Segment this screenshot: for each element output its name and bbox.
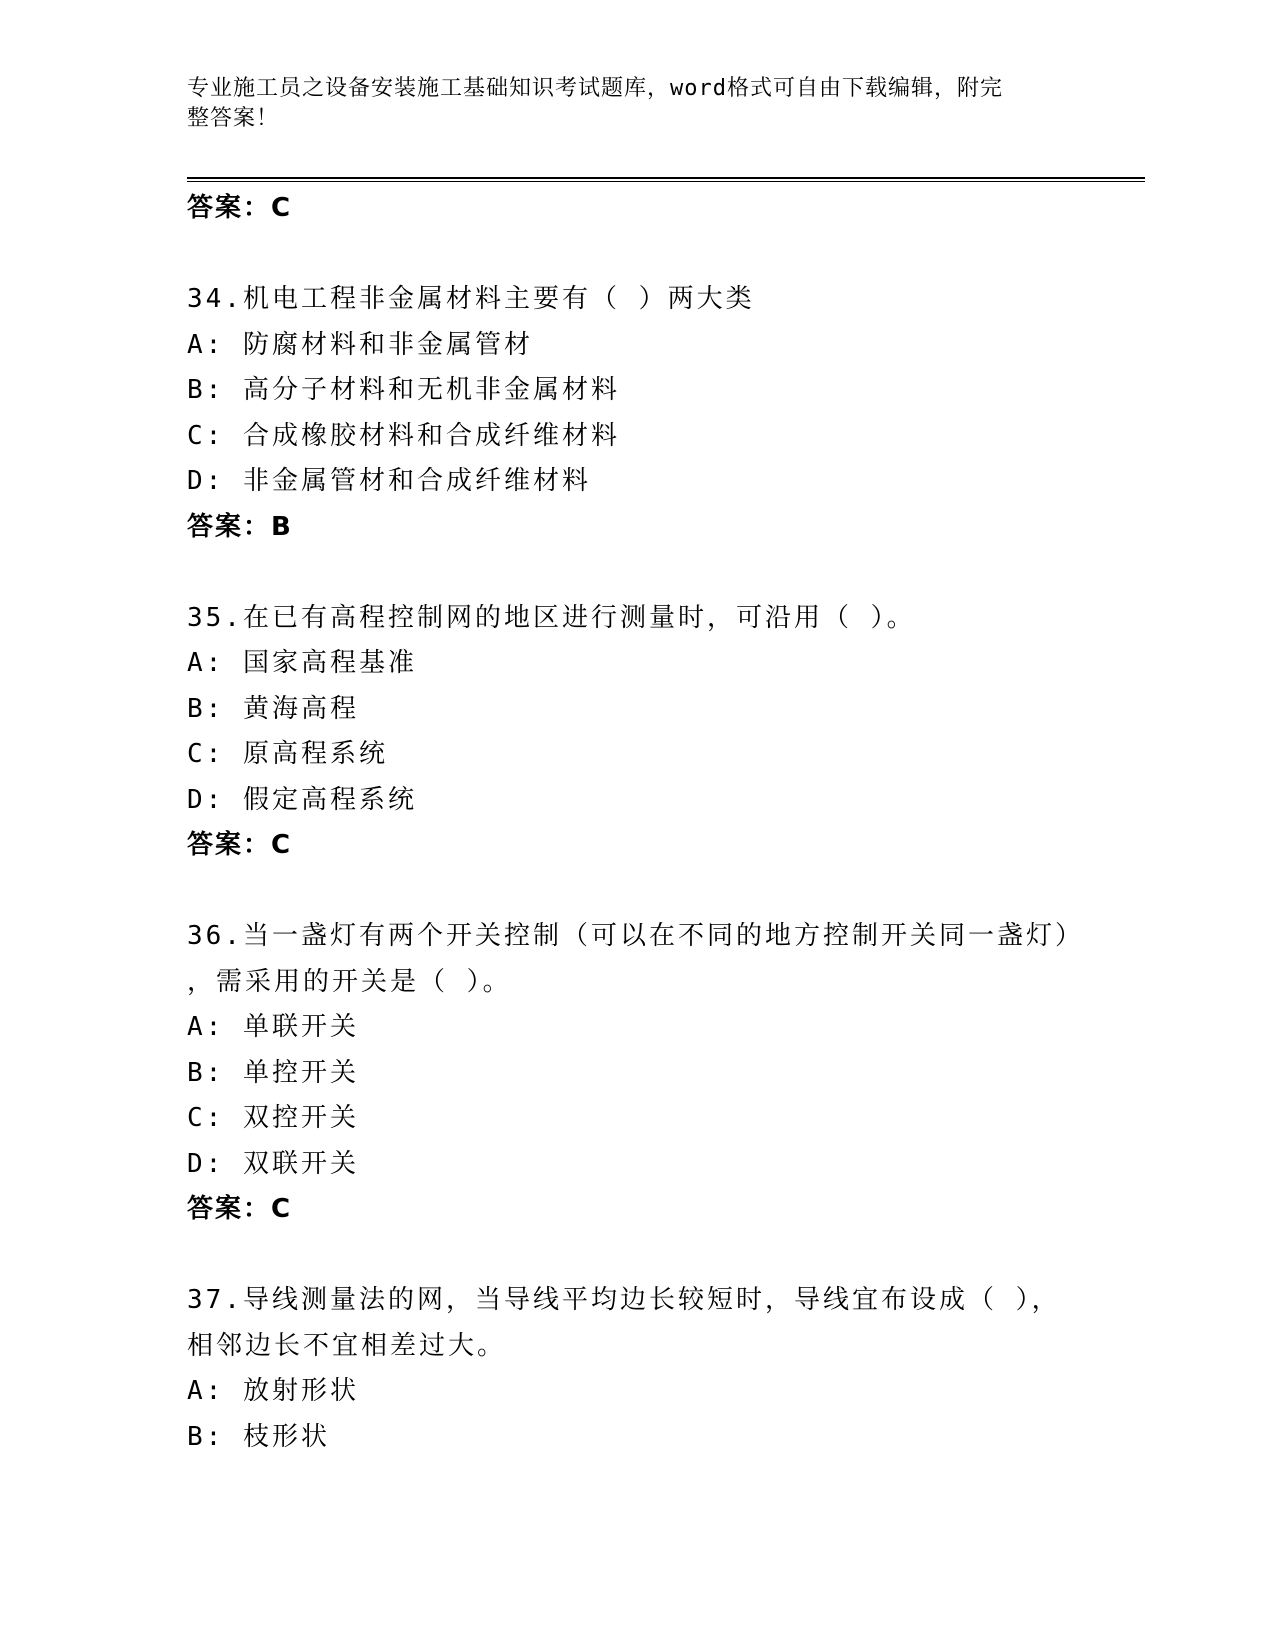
spacer (187, 550, 1087, 596)
question-34 (187, 277, 1087, 550)
header-divider-thin (187, 181, 1145, 182)
answer-line: 答案：C (187, 1194, 293, 1224)
option-b: B: 枝形状 (187, 1421, 330, 1452)
question-stem: 35.在已有高程控制网的地区进行测量时，可沿用（ ）。 (187, 602, 916, 633)
answer-line: 答案：C (187, 193, 293, 223)
option-d: D: 假定高程系统 (187, 784, 417, 815)
question-stem-continued: 相邻边长不宜相差过大。 (187, 1330, 507, 1361)
option-b: B: 黄海高程 (187, 693, 359, 724)
option-a: A: 放射形状 (187, 1376, 359, 1406)
question-stem: 36.当一盏灯有两个开关控制（可以在不同的地方控制开关同一盏灯） (187, 921, 1084, 951)
option-b: B: 高分子材料和无机非金属材料 (187, 375, 620, 405)
question-36 (187, 914, 1087, 1233)
option-a: A: 防腐材料和非金属管材 (187, 329, 533, 360)
option-a: A: 国家高程基准 (187, 648, 417, 678)
question-37 (187, 1278, 1087, 1460)
answer-line: 答案：B (187, 511, 293, 542)
header-divider-thick (187, 177, 1145, 179)
spacer (187, 1233, 1087, 1279)
option-d: D: 双联开关 (187, 1148, 359, 1179)
question-stem: 37.导线测量法的网，当导线平均边长较短时，导线宜布设成（ ）， (187, 1285, 1061, 1315)
spacer (187, 232, 1087, 278)
option-a: A: 单联开关 (187, 1012, 359, 1042)
question-stem: 34.机电工程非金属材料主要有（ ）两大类 (187, 284, 755, 314)
question-stem-continued: ，需采用的开关是（ ）。 (187, 966, 512, 997)
option-c: C: 原高程系统 (187, 739, 388, 769)
answer-line: 答案：C (187, 830, 293, 860)
header-line-2: 整答案！ (187, 106, 280, 131)
question-35 (187, 596, 1087, 869)
spacer (187, 869, 1087, 915)
option-c: C: 合成橡胶材料和合成纤维材料 (187, 420, 620, 451)
option-b: B: 单控开关 (187, 1057, 359, 1088)
document-header (187, 74, 1067, 134)
option-c: C: 双控开关 (187, 1103, 359, 1133)
header-line-1: 专业施工员之设备安装施工基础知识考试题库，word格式可自由下载编辑，附完 (187, 76, 1003, 101)
document-body (187, 186, 1087, 1460)
option-d: D: 非金属管材和合成纤维材料 (187, 466, 591, 496)
